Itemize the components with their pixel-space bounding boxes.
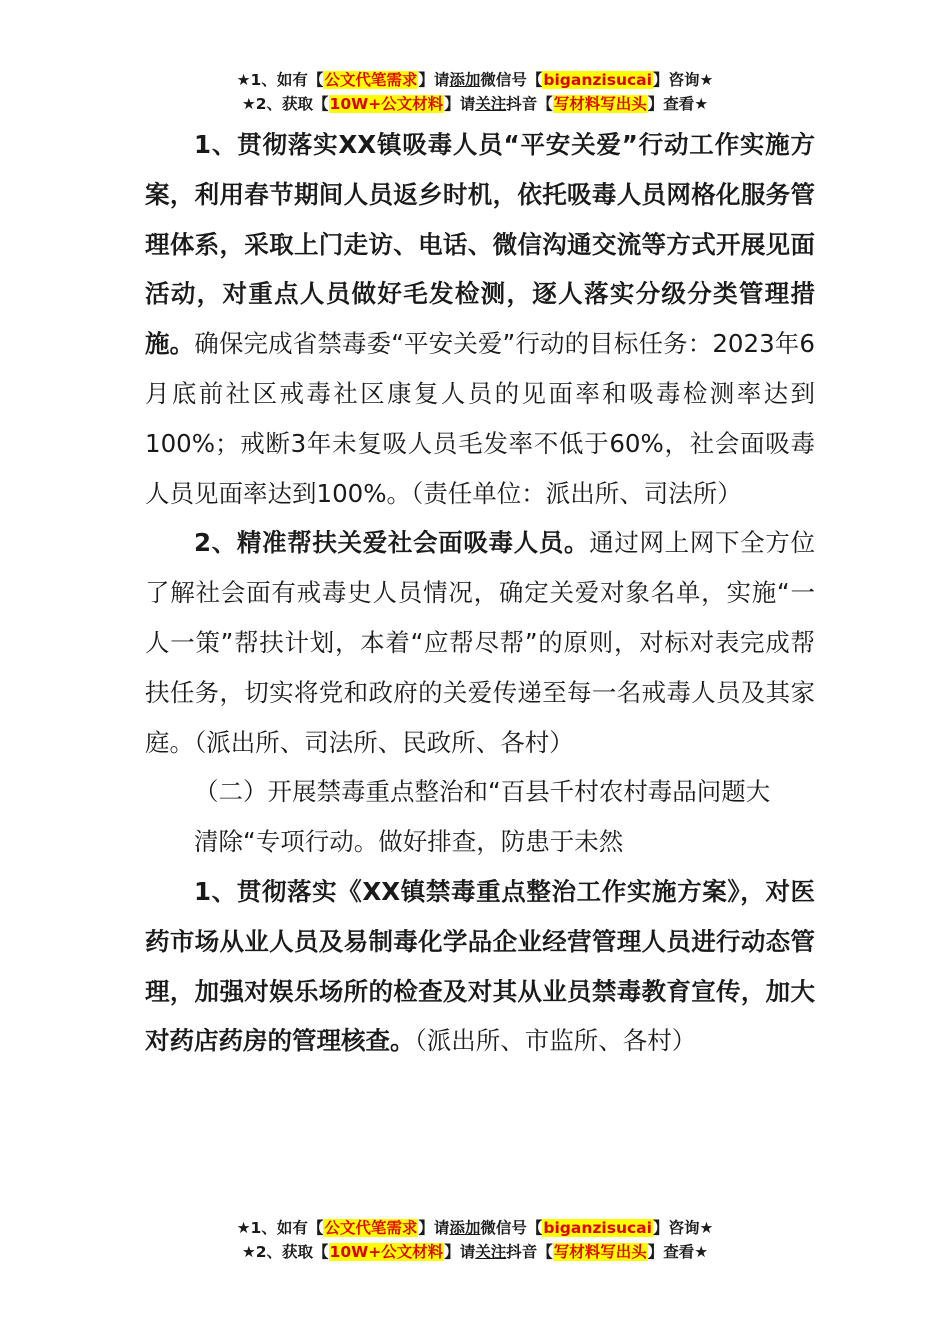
document-body xyxy=(145,120,815,1066)
notice-text: 】咨询★ xyxy=(652,71,714,89)
notice-text: ★1、如有【 xyxy=(236,71,324,89)
notice-text: 微信号【 xyxy=(480,71,543,89)
paragraph-1-text: 确保完成省禁毒委“平安关爱”行动的目标任务：2023年6月底前社区戒毒社区康复人员的见面率和吸毒检测率达到100%；戒断3年未复吸人员毛发率不低于60%，社会面吸毒人员见面率达到100%。（责任单位：派出所、司法所） xyxy=(145,329,815,508)
notice-text: 】请 xyxy=(444,1243,476,1261)
paragraph-1-bold: 1、贯彻落实XX镇吸毒人员“平安关爱”行动工作实施方案，利用春节期间人员返乡时机，依托吸毒人员网格化服务管理体系，采取上门走访、电话、微信沟通交流等方式开展见面活动，对重点人员做好毛发检测，逐人落实分级分类管理措施。 xyxy=(145,130,815,359)
notice-text: 】请 xyxy=(418,71,450,89)
paragraph-1 xyxy=(145,120,815,518)
notice-text: 】请 xyxy=(418,1219,450,1237)
section-heading: （二）开展禁毒重点整治和“百县千村农村毒品问题大清除“专项行动。做好排查，防患于未然 xyxy=(194,777,771,857)
paragraph-2-text: 通过网上网下全方位了解社会面有戒毒史人员情况，确定关爱对象名单，实施“一人一策”帮扶计划，本着“应帮尽帮”的原则，对标对表完成帮扶任务，切实将党和政府的关爱传递至每一名戒毒人员及其家庭。（派出所、司法所、民政所、各村） xyxy=(145,528,816,757)
notice-text-add: 添加 xyxy=(449,1219,481,1237)
highlight-materials: 10W+公文材料 xyxy=(329,95,444,113)
notice-text: 】请 xyxy=(444,95,476,113)
highlight-ghostwriting: 公文代笔需求 xyxy=(324,1219,418,1237)
notice-text: 】咨询★ xyxy=(652,1219,714,1237)
notice-line-2 xyxy=(0,92,950,116)
highlight-douyin-account: 写材料写出头 xyxy=(553,1243,647,1261)
paragraph-3-bold: 1、贯彻落实《XX镇禁毒重点整治工作实施方案》，对医药市场从业人员及易制毒化学品企业经营管理人员进行动态管理，加强对娱乐场所的检查及对其从业员禁毒教育宣传，加大对药店药房的管理核查。 xyxy=(145,876,815,1056)
notice-text: 】查看★ xyxy=(647,95,709,113)
highlight-wechat-id: biganzisucai xyxy=(543,71,652,89)
paragraph-3-text: （派出所、市监所、各村） xyxy=(414,1026,697,1056)
notice-text: 抖音【 xyxy=(506,1243,553,1261)
notice-text: 抖音【 xyxy=(506,95,553,113)
footer-notice xyxy=(0,1216,950,1264)
notice-text: 微信号【 xyxy=(480,1219,543,1237)
notice-text: 】查看★ xyxy=(647,1243,709,1261)
paragraph-2 xyxy=(145,518,815,767)
paragraph-3 xyxy=(145,867,815,1066)
notice-line-1 xyxy=(0,68,950,92)
highlight-ghostwriting: 公文代笔需求 xyxy=(324,71,418,89)
header-notice xyxy=(0,68,950,116)
notice-text: ★2、获取【 xyxy=(241,1243,329,1261)
paragraph-2-bold: 2、精准帮扶关爱社会面吸毒人员。 xyxy=(194,528,590,558)
notice-text-add: 添加 xyxy=(449,71,481,89)
notice-text: ★1、如有【 xyxy=(236,1219,324,1237)
highlight-wechat-id: biganzisucai xyxy=(543,1219,652,1237)
highlight-materials: 10W+公文材料 xyxy=(329,1243,444,1261)
notice-line-1 xyxy=(0,1216,950,1240)
notice-text-follow: 关注 xyxy=(475,95,507,113)
notice-text: ★2、获取【 xyxy=(241,95,329,113)
notice-text-follow: 关注 xyxy=(475,1243,507,1261)
highlight-douyin-account: 写材料写出头 xyxy=(553,95,647,113)
notice-line-2 xyxy=(0,1240,950,1264)
